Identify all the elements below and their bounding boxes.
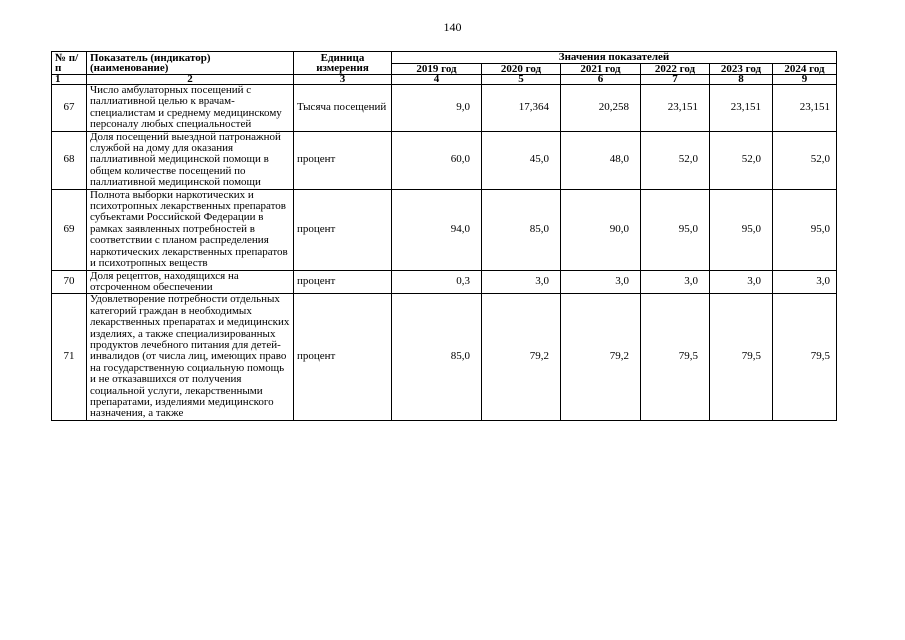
header-year: 2024 год [773,63,837,75]
value-2021: 90,0 [561,189,641,270]
value-2023: 3,0 [710,270,773,294]
header-year: 2020 год [482,63,561,75]
value-2024: 79,5 [773,294,837,420]
column-index: 1 [52,75,87,85]
header-year: 2022 год [641,63,710,75]
value-2024: 3,0 [773,270,837,294]
page-number: 140 [443,20,462,34]
indicator-name: Доля рецептов, находящихся на отсроченном обеспечении [87,270,294,294]
table-row [52,189,837,270]
header-values-group: Значения показателей [392,52,837,64]
header-row-1 [52,52,837,64]
column-index: 3 [294,75,392,85]
indicator-unit: процент [294,270,392,294]
value-2023: 79,5 [710,294,773,420]
column-index-row [52,75,837,85]
row-number: 71 [52,294,87,420]
value-2022: 79,5 [641,294,710,420]
header-year: 2021 год [561,63,641,75]
value-2021: 20,258 [561,85,641,132]
value-2019: 60,0 [392,131,482,189]
column-index: 5 [482,75,561,85]
value-2019: 9,0 [392,85,482,132]
header-indicator: Показатель (индикатор) (наименование) [87,52,294,75]
header-year: 2023 год [710,63,773,75]
value-2023: 23,151 [710,85,773,132]
value-2020: 85,0 [482,189,561,270]
column-index: 4 [392,75,482,85]
value-2020: 45,0 [482,131,561,189]
indicator-unit: процент [294,131,392,189]
row-number: 68 [52,131,87,189]
value-2019: 94,0 [392,189,482,270]
column-index: 7 [641,75,710,85]
value-2019: 85,0 [392,294,482,420]
indicator-name: Полнота выборки наркотических и психотропных лекарственных препаратов субъектами Российской Федерации в рамках заявленных потребностей в соответствии с планом распределения наркотических лекарственных препаратов и психотропных веществ [87,189,294,270]
indicator-unit: процент [294,294,392,420]
row-number: 70 [52,270,87,294]
column-index: 2 [87,75,294,85]
table-row [52,294,837,420]
value-2022: 3,0 [641,270,710,294]
value-2022: 52,0 [641,131,710,189]
indicator-name: Доля посещений выездной патронажной службой на дому для оказания паллиативной медицинской помощи в общем количестве посещений по паллиативной медицинской помощи [87,131,294,189]
value-2023: 95,0 [710,189,773,270]
value-2024: 95,0 [773,189,837,270]
column-index: 9 [773,75,837,85]
value-2020: 3,0 [482,270,561,294]
indicator-name: Число амбулаторных посещений с паллиативной целью к врачам-специалистам и среднему медицинскому персоналу любых специальностей [87,85,294,132]
value-2021: 79,2 [561,294,641,420]
header-unit: Единица измерения [294,52,392,75]
table-row [52,131,837,189]
value-2022: 23,151 [641,85,710,132]
column-index: 8 [710,75,773,85]
row-number: 69 [52,189,87,270]
header-year: 2019 год [392,63,482,75]
value-2020: 79,2 [482,294,561,420]
column-index: 6 [561,75,641,85]
value-2023: 52,0 [710,131,773,189]
value-2022: 95,0 [641,189,710,270]
value-2024: 23,151 [773,85,837,132]
header-num: № п/п [52,52,87,75]
row-number: 67 [52,85,87,132]
value-2021: 3,0 [561,270,641,294]
value-2021: 48,0 [561,131,641,189]
table-row [52,270,837,294]
value-2019: 0,3 [392,270,482,294]
indicators-table [51,51,837,421]
indicator-unit: Тысяча посещений [294,85,392,132]
indicator-unit: процент [294,189,392,270]
value-2024: 52,0 [773,131,837,189]
indicator-name: Удовлетворение потребности отдельных категорий граждан в необходимых лекарственных препаратах и медицинских изделиях, а также специализированных продуктов лечебного питания для детей-инвалидов (от числа лиц, имеющих право на государственную социальную помощь и не отказавшихся от получения социальной услуги, лекарственными препаратами, изделиями медицинского назначения, а также [87,294,294,420]
table-row [52,85,837,132]
value-2020: 17,364 [482,85,561,132]
